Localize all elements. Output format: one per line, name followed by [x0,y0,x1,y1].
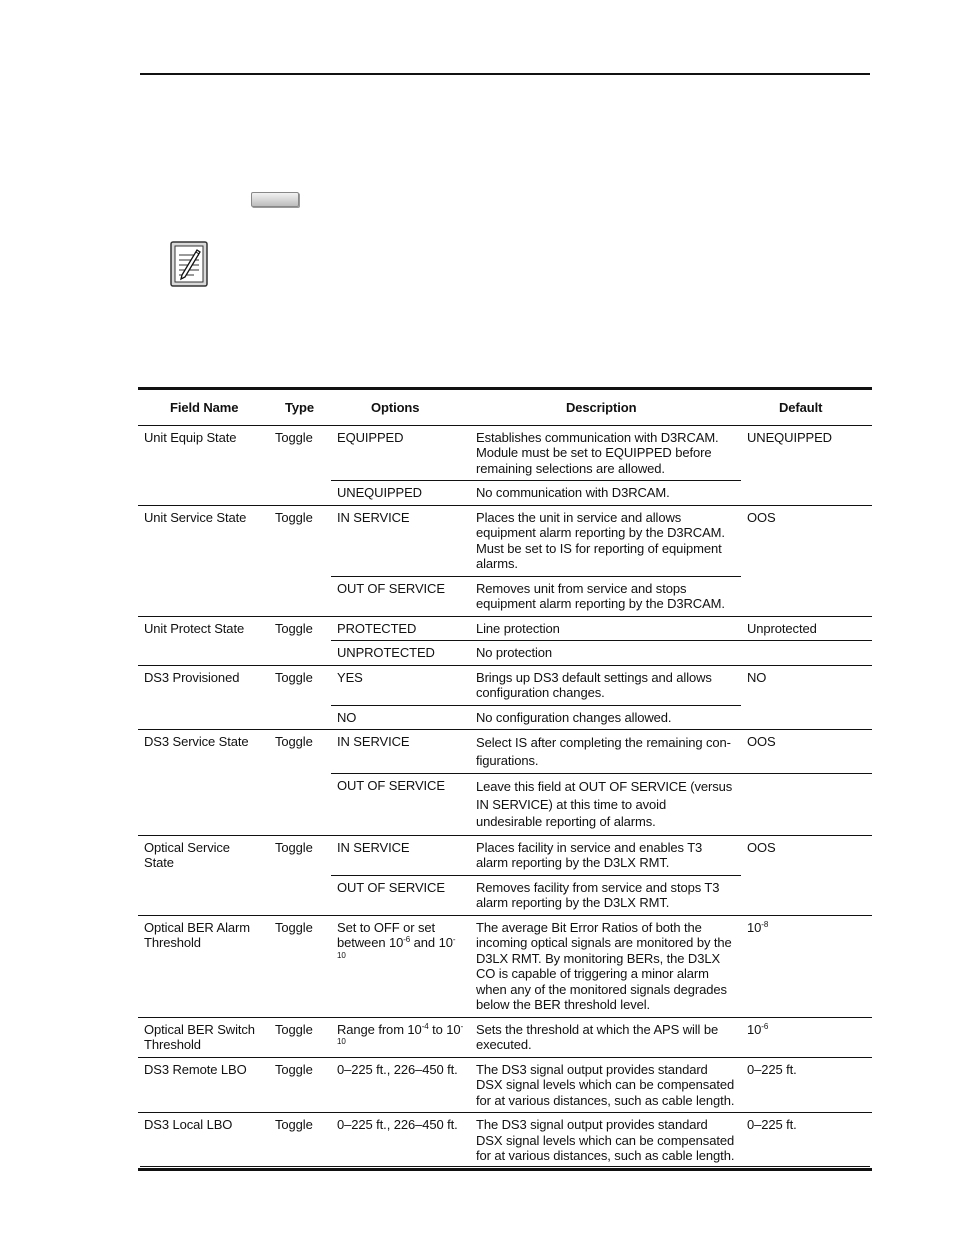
field-type: Toggle [269,835,331,915]
field-option: IN SERVICE [331,505,470,576]
col-header-default: Default [741,389,872,426]
field-description: The DS3 signal output provides standard DSX signal levels which can be compensated for at various distances, such as cable length. [470,1113,741,1170]
field-description: No configuration changes allowed. [470,705,741,730]
field-name: Optical Service State [138,835,269,915]
col-header-field-name: Field Name [138,389,269,426]
field-option: Range from $10^{-4}$ to $10^{-10}$ [331,1017,470,1057]
field-description: Select IS after completing the remaining con-figurations. [470,730,741,774]
field-description: Places the unit in service and allows equipment alarm reporting by the D3RCAM. Must be set to IS for reporting of equipment alarms. [470,505,741,576]
field-default: NO [741,665,872,730]
table-row [138,730,872,774]
field-option: PROTECTED [331,616,470,641]
field-default: OOS [741,730,872,774]
note-pencil-icon [170,241,208,287]
field-default: $10^{-8}$ [741,915,872,1017]
table-row [138,1057,872,1113]
footer-rule [140,1166,870,1167]
keyboard-key-icon [251,192,299,207]
field-default-empty [741,774,872,836]
field-option: 0–225 ft., 226–450 ft. [331,1057,470,1113]
field-description: The DS3 signal output provides standard DSX signal levels which can be compensated for at various distances, such as cable length. [470,1057,741,1113]
field-description: No protection [470,641,741,666]
col-header-description: Description [470,389,741,426]
field-default: Unprotected [741,616,872,641]
field-name: Unit Service State [138,505,269,616]
field-name: Unit Protect State [138,616,269,665]
field-default: OOS [741,505,872,616]
field-type: Toggle [269,730,331,836]
field-type: Toggle [269,616,331,665]
field-type: Toggle [269,665,331,730]
field-option: OUT OF SERVICE [331,774,470,836]
field-option: NO [331,705,470,730]
field-description: Sets the threshold at which the APS will be executed. [470,1017,741,1057]
table-row [138,1113,872,1170]
field-name: DS3 Local LBO [138,1113,269,1170]
field-description: Leave this field at OUT OF SERVICE (versus IN SERVICE) at this time to avoid undesirable reporting of alarms. [470,774,741,836]
table-row [138,505,872,576]
field-description: Removes facility from service and stops T3 alarm reporting by the D3LX RMT. [470,875,741,915]
field-name: Optical BER Alarm Threshold [138,915,269,1017]
table-row [138,425,872,481]
header-rule [140,73,870,75]
provisioning-table [138,387,872,1171]
field-description: Removes unit from service and stops equipment alarm reporting by the D3RCAM. [470,576,741,616]
col-header-options: Options [331,389,470,426]
table-row [138,1017,872,1057]
field-option: 0–225 ft., 226–450 ft. [331,1113,470,1170]
field-option: OUT OF SERVICE [331,576,470,616]
col-header-type: Type [269,389,331,426]
field-option: OUT OF SERVICE [331,875,470,915]
field-description: Establishes communication with D3RCAM. Module must be set to EQUIPPED before remaining selections are allowed. [470,425,741,481]
field-option: UNPROTECTED [331,641,470,666]
field-name: Unit Equip State [138,425,269,505]
field-option: IN SERVICE [331,730,470,774]
field-name: Optical BER Switch Threshold [138,1017,269,1057]
field-option: YES [331,665,470,705]
field-type: Toggle [269,1113,331,1170]
field-option: Set to OFF or set between $10^{-6}$ and $10^{-10}$ [331,915,470,1017]
table-header-row [138,389,872,426]
field-type: Toggle [269,505,331,616]
field-name: DS3 Remote LBO [138,1057,269,1113]
field-option: UNEQUIPPED [331,481,470,506]
field-option: EQUIPPED [331,425,470,481]
field-default: 0–225 ft. [741,1057,872,1113]
field-default-empty [741,641,872,666]
field-description: Places facility in service and enables T3 alarm reporting by the D3LX RMT. [470,835,741,875]
field-type: Toggle [269,425,331,505]
field-description: The average Bit Error Ratios of both the incoming optical signals are monitored by the D3LX RMT. By monitoring BERs, the D3LX CO is capable of triggering a minor alarm when any of the monitored signals degrades below the BER threshold level. [470,915,741,1017]
field-default: 0–225 ft. [741,1113,872,1170]
field-description: No communication with D3RCAM. [470,481,741,506]
table-row [138,915,872,1017]
field-type: Toggle [269,1057,331,1113]
field-default: OOS [741,835,872,915]
field-type: Toggle [269,1017,331,1057]
field-name: DS3 Service State [138,730,269,836]
field-option: IN SERVICE [331,835,470,875]
field-name: DS3 Provisioned [138,665,269,730]
field-default: $10^{-6}$ [741,1017,872,1057]
field-type: Toggle [269,915,331,1017]
table-row [138,665,872,705]
field-description: Line protection [470,616,741,641]
table-row [138,835,872,875]
field-description: Brings up DS3 default settings and allows configuration changes. [470,665,741,705]
table-row [138,616,872,641]
field-default: UNEQUIPPED [741,425,872,505]
